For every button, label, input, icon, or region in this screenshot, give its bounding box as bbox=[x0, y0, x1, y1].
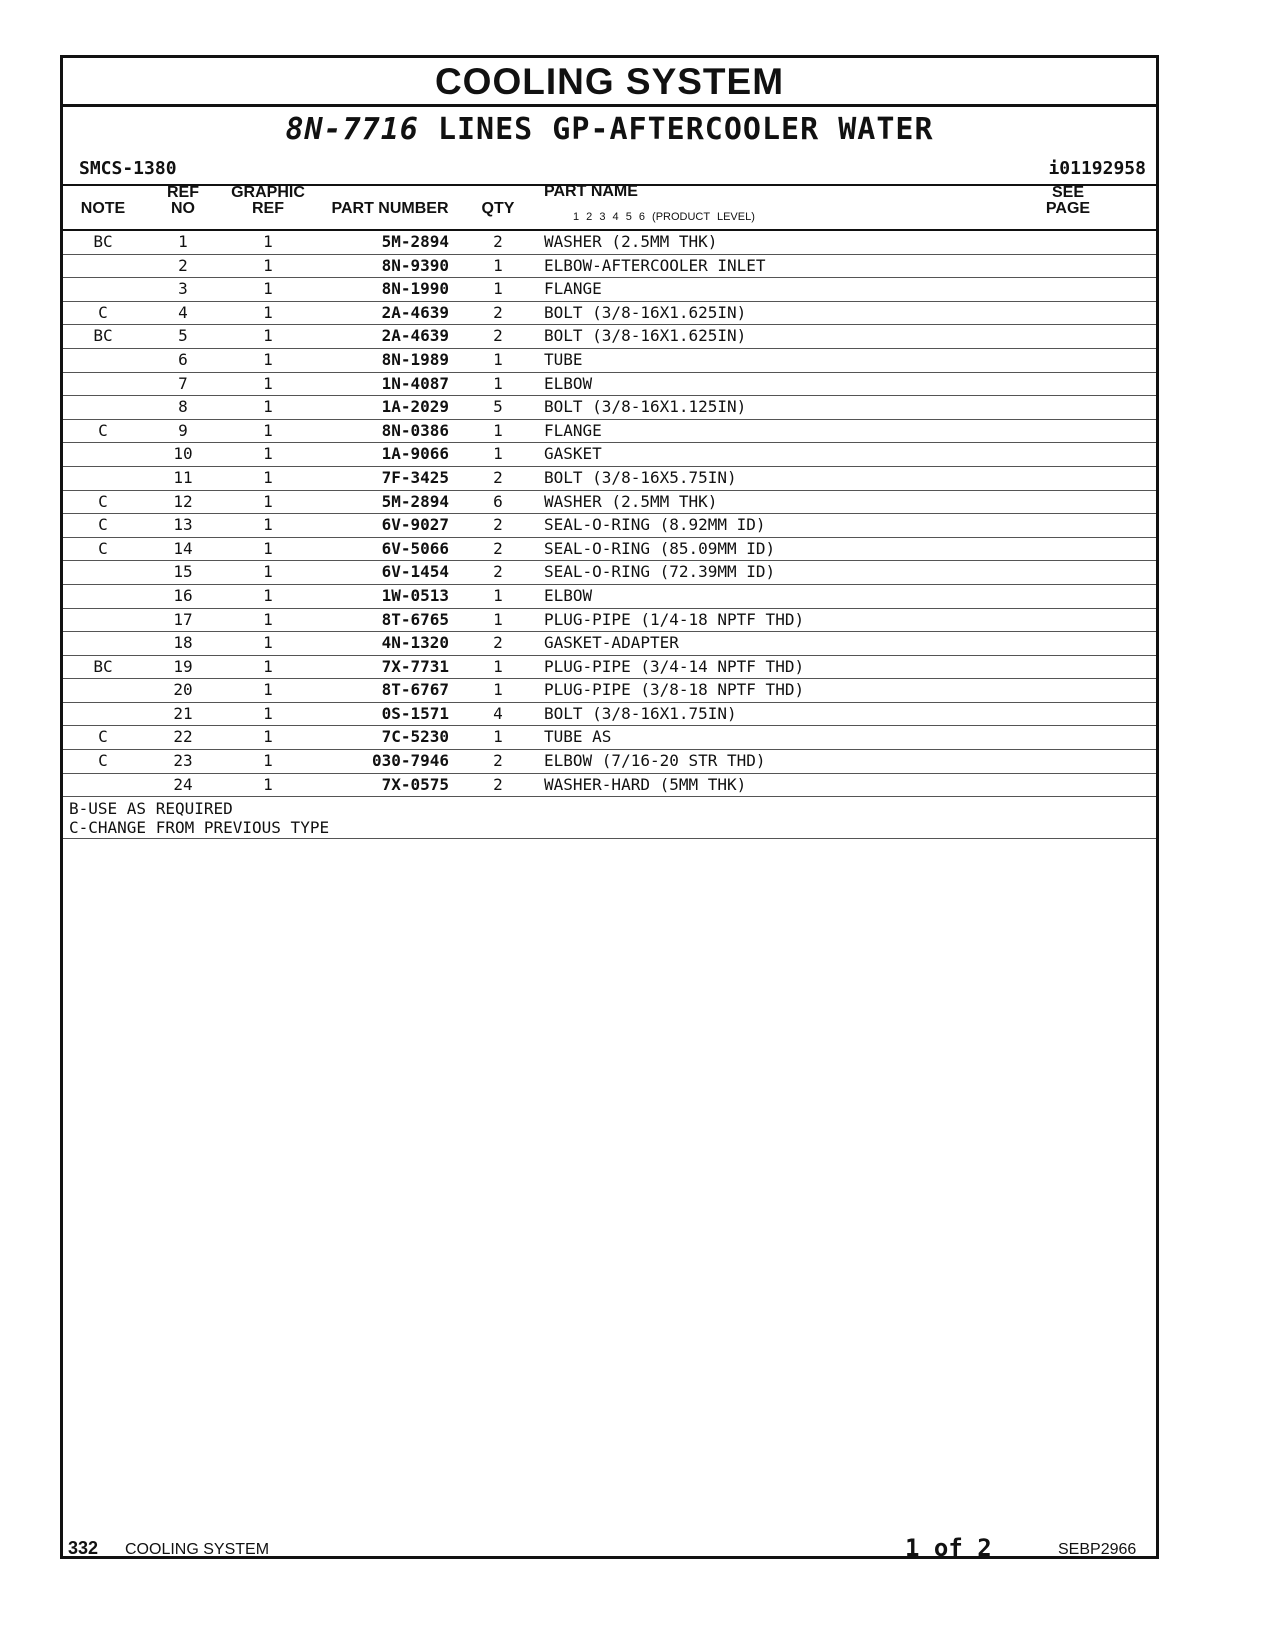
col-header-graphic-line2: REF bbox=[252, 200, 284, 217]
part-name-cell: SEAL-O-RING (72.39MM ID) bbox=[544, 562, 776, 582]
quantity-cell: 4 bbox=[493, 703, 503, 723]
col-header-qty: QTY bbox=[481, 200, 515, 217]
part-number-link[interactable]: 7X-7731 bbox=[381, 656, 449, 676]
col-header-part-number: PART NUMBER bbox=[331, 200, 449, 217]
ref-number-cell: 22 bbox=[173, 727, 193, 747]
ref-number-cell: 18 bbox=[173, 633, 193, 653]
graphic-ref-cell: 1 bbox=[263, 397, 273, 417]
quantity-cell: 1 bbox=[493, 349, 503, 369]
part-number-link[interactable]: 1N-4087 bbox=[381, 373, 449, 393]
part-number-link[interactable]: 1A-2029 bbox=[381, 397, 449, 417]
graphic-ref-cell: 1 bbox=[263, 467, 273, 487]
col-header-part-name: PART NAME bbox=[544, 183, 638, 200]
note-cell: C bbox=[98, 515, 108, 535]
part-name-cell: SEAL-O-RING (85.09MM ID) bbox=[544, 538, 776, 558]
part-number-link[interactable]: 8N-9390 bbox=[381, 255, 449, 275]
ref-number-cell: 23 bbox=[173, 751, 193, 771]
ref-number-cell: 12 bbox=[173, 491, 193, 511]
part-name-cell: ELBOW bbox=[544, 585, 593, 605]
note-cell: BC bbox=[93, 232, 113, 251]
part-name-cell: ELBOW (7/16-20 STR THD) bbox=[544, 751, 766, 771]
graphic-ref-cell: 1 bbox=[263, 703, 273, 723]
part-number-link[interactable]: 0S-1571 bbox=[381, 703, 449, 723]
part-number-link[interactable]: 5M-2894 bbox=[381, 491, 449, 511]
ref-number-cell: 7 bbox=[178, 373, 188, 393]
table-row bbox=[63, 656, 1156, 680]
quantity-cell: 1 bbox=[493, 444, 503, 464]
graphic-ref-cell: 1 bbox=[263, 633, 273, 653]
note-cell: C bbox=[98, 302, 108, 322]
part-number-link[interactable]: 8N-0386 bbox=[381, 420, 449, 440]
part-name-cell: ELBOW-AFTERCOOLER INLET bbox=[544, 255, 766, 275]
quantity-cell: 2 bbox=[493, 467, 503, 487]
quantity-cell: 1 bbox=[493, 420, 503, 440]
table-row bbox=[63, 491, 1156, 515]
footer-section: COOLING SYSTEM bbox=[125, 1541, 270, 1558]
quantity-cell: 1 bbox=[493, 279, 503, 299]
quantity-cell: 6 bbox=[493, 491, 503, 511]
graphic-ref-cell: 1 bbox=[263, 349, 273, 369]
table-row bbox=[63, 514, 1156, 538]
graphic-ref-cell: 1 bbox=[263, 232, 273, 251]
section-title: COOLING SYSTEM bbox=[63, 58, 1156, 107]
part-number-link[interactable]: 7C-5230 bbox=[381, 727, 449, 747]
graphic-ref-cell: 1 bbox=[263, 680, 273, 700]
part-name-cell: PLUG-PIPE (1/4-18 NPTF THD) bbox=[544, 609, 805, 629]
part-name-cell: SEAL-O-RING (8.92MM ID) bbox=[544, 515, 766, 535]
note-cell: C bbox=[98, 727, 108, 747]
note-cell: BC bbox=[93, 656, 113, 676]
publication-number: SEBP2966 bbox=[1058, 1541, 1137, 1558]
ref-number-cell: 17 bbox=[173, 609, 193, 629]
ref-number-cell: 4 bbox=[178, 302, 188, 322]
graphic-ref-cell: 1 bbox=[263, 727, 273, 747]
notes-block bbox=[63, 797, 1156, 839]
col-header-ref-line1: REF bbox=[167, 184, 199, 201]
part-name-cell: TUBE AS bbox=[544, 727, 612, 747]
part-number-link[interactable]: 6V-1454 bbox=[381, 562, 449, 582]
ref-number-cell: 14 bbox=[173, 538, 193, 558]
part-number-link[interactable]: 6V-5066 bbox=[381, 538, 449, 558]
quantity-cell: 2 bbox=[493, 302, 503, 322]
table-row bbox=[63, 609, 1156, 633]
note-cell: C bbox=[98, 751, 108, 771]
part-number-link[interactable]: 7X-0575 bbox=[381, 774, 449, 794]
graphic-ref-cell: 1 bbox=[263, 562, 273, 582]
table-row bbox=[63, 538, 1156, 562]
ref-number-cell: 1 bbox=[178, 232, 188, 251]
note-c: C-CHANGE FROM PREVIOUS TYPE bbox=[69, 818, 330, 838]
graphic-ref-cell: 1 bbox=[263, 751, 273, 771]
part-name-cell: BOLT (3/8-16X1.625IN) bbox=[544, 326, 747, 346]
ref-number-cell: 20 bbox=[173, 680, 193, 700]
table-row bbox=[63, 467, 1156, 491]
part-name-cell: BOLT (3/8-16X5.75IN) bbox=[544, 467, 737, 487]
ref-number-cell: 8 bbox=[178, 397, 188, 417]
table-row bbox=[63, 302, 1156, 326]
ref-number-cell: 15 bbox=[173, 562, 193, 582]
graphic-ref-cell: 1 bbox=[263, 491, 273, 511]
graphic-ref-cell: 1 bbox=[263, 420, 273, 440]
table-row bbox=[63, 679, 1156, 703]
note-cell: C bbox=[98, 420, 108, 440]
illustration-id: i01192958 bbox=[1048, 158, 1146, 179]
col-header-ref-line2: NO bbox=[171, 200, 195, 217]
table-row bbox=[63, 703, 1156, 727]
part-name-cell: ELBOW bbox=[544, 373, 593, 393]
part-number-link[interactable]: 7F-3425 bbox=[381, 467, 449, 487]
part-name-cell: FLANGE bbox=[544, 279, 602, 299]
part-name-cell: WASHER (2.5MM THK) bbox=[544, 232, 718, 251]
ref-number-cell: 2 bbox=[178, 255, 188, 275]
part-name-cell: BOLT (3/8-16X1.75IN) bbox=[544, 703, 737, 723]
graphic-ref-cell: 1 bbox=[263, 585, 273, 605]
part-number-link[interactable]: 6V-9027 bbox=[381, 515, 449, 535]
part-name-cell: TUBE bbox=[544, 349, 583, 369]
ref-number-cell: 24 bbox=[173, 774, 193, 794]
graphic-ref-cell: 1 bbox=[263, 279, 273, 299]
part-number-link[interactable]: 1A-9066 bbox=[381, 444, 449, 464]
col-header-note: NOTE bbox=[80, 200, 126, 217]
smcs-code: SMCS-1380 bbox=[79, 158, 177, 179]
graphic-ref-cell: 1 bbox=[263, 538, 273, 558]
table-row bbox=[63, 726, 1156, 750]
table-row bbox=[63, 561, 1156, 585]
ref-number-cell: 5 bbox=[178, 326, 188, 346]
ref-number-cell: 21 bbox=[173, 703, 193, 723]
group-part-number[interactable]: 8N-7716 bbox=[285, 112, 419, 147]
quantity-cell: 5 bbox=[493, 397, 503, 417]
ref-number-cell: 16 bbox=[173, 585, 193, 605]
part-number-link[interactable]: 8N-1990 bbox=[381, 279, 449, 299]
part-name-cell: WASHER-HARD (5MM THK) bbox=[544, 774, 747, 794]
table-row bbox=[63, 396, 1156, 420]
ref-number-cell: 3 bbox=[178, 279, 188, 299]
table-row bbox=[63, 774, 1156, 798]
ref-number-cell: 6 bbox=[178, 349, 188, 369]
quantity-cell: 2 bbox=[493, 326, 503, 346]
part-number-link[interactable]: 8T-6765 bbox=[381, 609, 449, 629]
part-number-link[interactable]: 8T-6767 bbox=[381, 680, 449, 700]
ref-number-cell: 19 bbox=[173, 656, 193, 676]
parts-rows bbox=[63, 231, 1156, 797]
part-number-link[interactable]: 5M-2894 bbox=[381, 232, 449, 251]
table-row bbox=[63, 443, 1156, 467]
graphic-ref-cell: 1 bbox=[263, 515, 273, 535]
quantity-cell: 1 bbox=[493, 609, 503, 629]
note-cell: C bbox=[98, 491, 108, 511]
part-name-cell: BOLT (3/8-16X1.125IN) bbox=[544, 397, 747, 417]
quantity-cell: 2 bbox=[493, 538, 503, 558]
parts-table bbox=[63, 231, 1156, 839]
part-number-link[interactable]: 2A-4639 bbox=[381, 302, 449, 322]
note-cell: BC bbox=[93, 326, 113, 346]
part-number-link[interactable]: 030-7946 bbox=[371, 751, 449, 771]
table-row bbox=[63, 750, 1156, 774]
quantity-cell: 2 bbox=[493, 562, 503, 582]
quantity-cell: 2 bbox=[493, 633, 503, 653]
graphic-ref-cell: 1 bbox=[263, 326, 273, 346]
part-number-link[interactable]: 2A-4639 bbox=[381, 326, 449, 346]
quantity-cell: 1 bbox=[493, 373, 503, 393]
ref-number-cell: 10 bbox=[173, 444, 193, 464]
quantity-cell: 2 bbox=[493, 232, 503, 251]
quantity-cell: 1 bbox=[493, 585, 503, 605]
part-number-link[interactable]: 4N-1320 bbox=[381, 633, 449, 653]
part-name-cell: GASKET-ADAPTER bbox=[544, 633, 679, 653]
graphic-ref-cell: 1 bbox=[263, 255, 273, 275]
quantity-cell: 1 bbox=[493, 656, 503, 676]
quantity-cell: 2 bbox=[493, 751, 503, 771]
part-name-cell: PLUG-PIPE (3/8-18 NPTF THD) bbox=[544, 680, 805, 700]
col-header-graphic-line1: GRAPHIC bbox=[231, 184, 305, 201]
part-number-link[interactable]: 1W-0513 bbox=[381, 585, 449, 605]
part-number-link[interactable]: 8N-1989 bbox=[381, 349, 449, 369]
graphic-ref-cell: 1 bbox=[263, 373, 273, 393]
graphic-ref-cell: 1 bbox=[263, 302, 273, 322]
table-row bbox=[63, 349, 1156, 373]
table-row bbox=[63, 325, 1156, 349]
table-row bbox=[63, 585, 1156, 609]
part-name-cell: WASHER (2.5MM THK) bbox=[544, 491, 718, 511]
part-name-cell: BOLT (3/8-16X1.625IN) bbox=[544, 302, 747, 322]
sheet-indicator: 1 of 2 bbox=[905, 1534, 992, 1562]
group-name: LINES GP-AFTERCOOLER WATER bbox=[437, 112, 934, 147]
col-header-see-line1: SEE bbox=[1051, 184, 1084, 201]
product-levels: 1 2 3 4 5 6 (PRODUCT LEVEL) bbox=[573, 211, 755, 223]
page-footer bbox=[0, 1534, 1275, 1568]
col-header-ref bbox=[158, 185, 208, 217]
ref-number-cell: 13 bbox=[173, 515, 193, 535]
quantity-cell: 2 bbox=[493, 774, 503, 794]
table-row bbox=[63, 255, 1156, 279]
page-number: 332 bbox=[68, 1538, 99, 1558]
note-b: B-USE AS REQUIRED bbox=[69, 799, 233, 819]
quantity-cell: 1 bbox=[493, 727, 503, 747]
table-row bbox=[63, 231, 1156, 255]
part-name-cell: GASKET bbox=[544, 444, 602, 464]
quantity-cell: 1 bbox=[493, 255, 503, 275]
table-row bbox=[63, 373, 1156, 397]
part-name-cell: PLUG-PIPE (3/4-14 NPTF THD) bbox=[544, 656, 805, 676]
page-frame bbox=[60, 55, 1159, 1559]
col-header-see-line2: PAGE bbox=[1045, 200, 1091, 217]
graphic-ref-cell: 1 bbox=[263, 444, 273, 464]
group-title bbox=[63, 110, 1156, 150]
quantity-cell: 2 bbox=[493, 515, 503, 535]
quantity-cell: 1 bbox=[493, 680, 503, 700]
part-name-cell: FLANGE bbox=[544, 420, 602, 440]
table-row bbox=[63, 278, 1156, 302]
ref-number-cell: 11 bbox=[173, 467, 193, 487]
graphic-ref-cell: 1 bbox=[263, 656, 273, 676]
ref-number-cell: 9 bbox=[178, 420, 188, 440]
table-row bbox=[63, 632, 1156, 656]
note-cell: C bbox=[98, 538, 108, 558]
graphic-ref-cell: 1 bbox=[263, 774, 273, 794]
graphic-ref-cell: 1 bbox=[263, 609, 273, 629]
col-header-graphic-ref bbox=[223, 185, 313, 217]
col-header-see-page bbox=[1038, 185, 1098, 217]
table-row bbox=[63, 420, 1156, 444]
